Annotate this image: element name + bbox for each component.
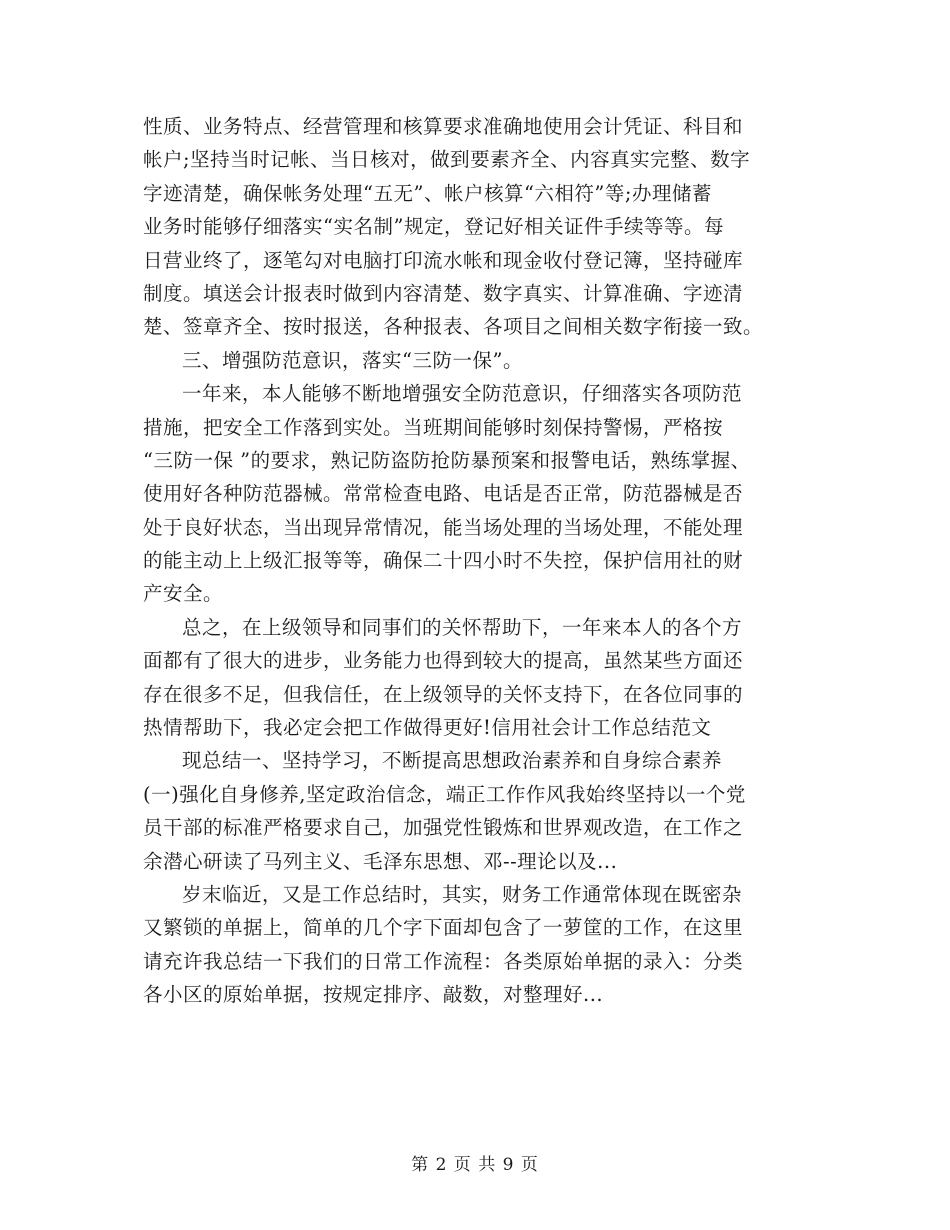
text-line: 请充许我总结一下我们的日常工作流程：各类原始单据的录入：分类: [143, 949, 744, 973]
text-line: 产安全。: [143, 582, 224, 606]
page-number: 第 2 页 共 9 页: [411, 1155, 539, 1175]
text-line: 的能主动上上级汇报等等，确保二十四小时不失控，保护信用社的财: [143, 549, 744, 573]
text-line: 又繁锁的单据上，简单的几个字下面却包含了一萝筐的工作，在这里: [143, 916, 744, 940]
text-line: 余潜心研读了马列主义、毛泽东思想、邓--理论以及...: [143, 849, 618, 873]
text-line: 热情帮助下，我必定会把工作做得更好!信用社会计工作总结范文: [143, 716, 712, 740]
text-line: 措施，把安全工作落到实处。当班期间能够时刻保持警惕，严格按: [143, 415, 724, 439]
section-heading: 三、增强防范意识，落实“三防一保”。: [182, 348, 523, 372]
text-line: 面都有了很大的进步，业务能力也得到较大的提高，虽然某些方面还: [143, 649, 744, 673]
text-line: 现总结一、坚持学习，不断提高思想政治素养和自身综合素养: [182, 749, 723, 773]
text-line: 存在很多不足，但我信任，在上级领导的关怀支持下，在各位同事的: [143, 682, 744, 706]
text-line: 岁末临近，又是工作总结时，其实，财务工作通常体现在既密杂: [182, 882, 743, 906]
text-line: 楚、签章齐全、按时报送，各种报表、各项目之间相关数字衔接一致。: [143, 315, 764, 339]
text-line: 制度。填送会计报表时做到内容清楚、数字真实、计算准确、字迹清: [143, 281, 744, 305]
document-body: [143, 110, 823, 1012]
text-line: 各小区的原始单据，按规定排序、敲数，对整理好...: [143, 983, 604, 1007]
text-line: 使用好各种防范器械。常常检查电路、电话是否正常，防范器械是否: [143, 482, 744, 506]
text-line: 员干部的标准严格要求自己，加强党性锻炼和世界观改造，在工作之: [143, 816, 744, 840]
text-line: 字迹清楚，确保帐务处理“五无”、帐户核算“六相符”等;办理储蓄: [143, 181, 712, 205]
text-line: 日营业终了，逐笔勾对电脑打印流水帐和现金收付登记簿，坚持碰库: [143, 248, 744, 272]
text-line: (一)强化自身修养,坚定政治信念，端正工作作风我始终坚持以一个党: [143, 782, 746, 806]
text-line: 总之，在上级领导和同事们的关怀帮助下，一年来本人的各个方: [182, 615, 743, 639]
text-line: 帐户;坚持当时记帐、当日核对，做到要素齐全、内容真实完整、数字: [143, 148, 751, 172]
text-line: 处于良好状态，当出现异常情况，能当场处理的当场处理，不能处理: [143, 515, 744, 539]
text-line: “三防一保 ”的要求，熟记防盗防抢防暴预案和报警电话，熟练掌握、: [143, 448, 751, 472]
text-line: 性质、业务特点、经营管理和核算要求准确地使用会计凭证、科目和: [143, 115, 744, 138]
text-line: 业务时能够仔细落实“实名制”规定，登记好相关证件手续等等。每: [143, 215, 724, 239]
text-line: 一年来，本人能够不断地增强安全防范意识，仔细落实各项防范: [182, 382, 743, 406]
